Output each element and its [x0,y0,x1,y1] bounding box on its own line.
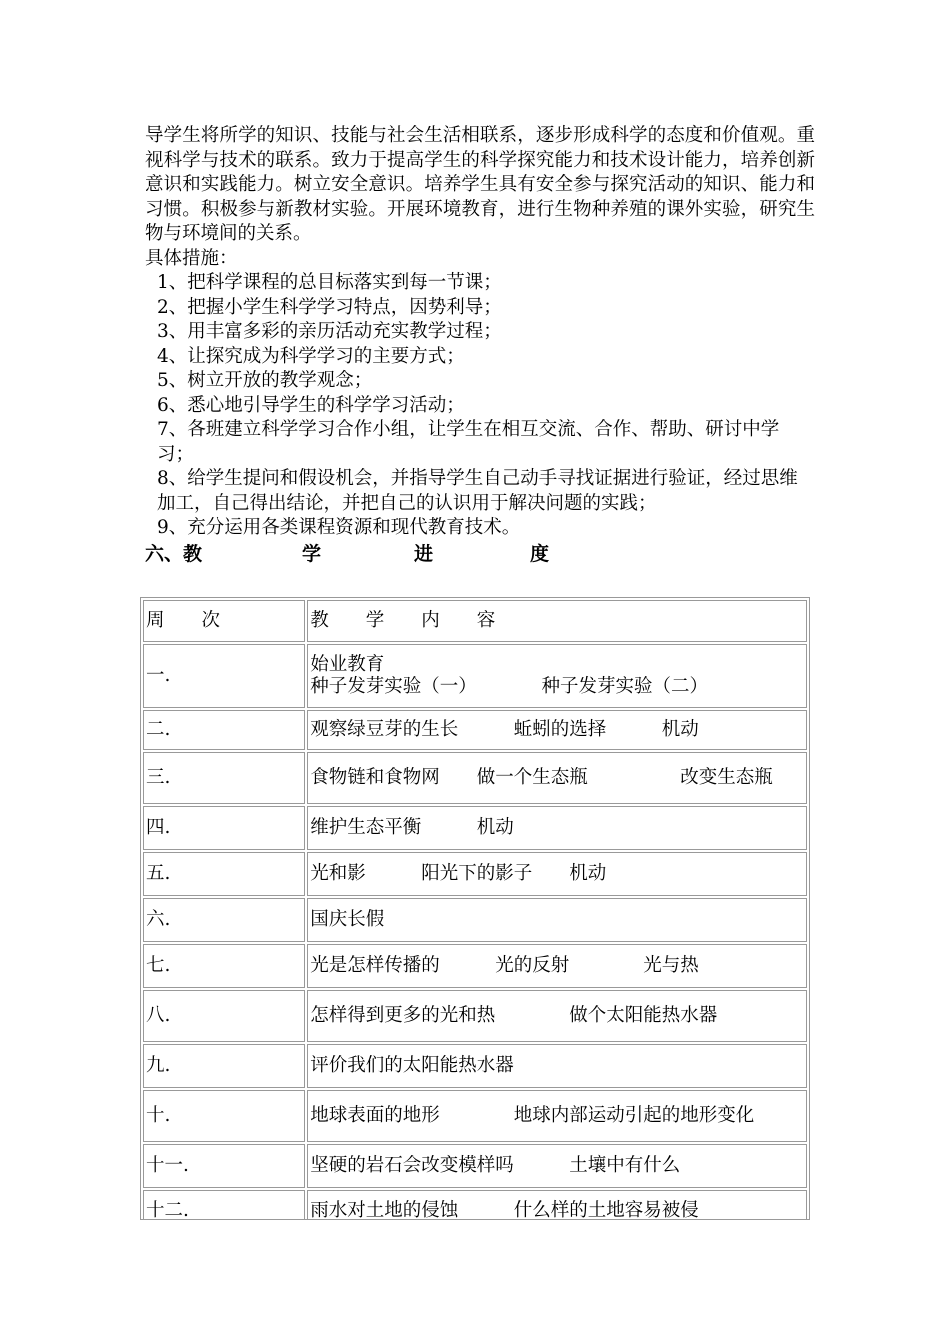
content-cell: 食物链和食物网 做一个生态瓶 改变生态瓶 [307,752,807,804]
document-body [145,124,815,567]
week-cell: 六. [143,898,305,942]
measure-item: 3、用丰富多彩的亲历活动充实教学过程； [157,321,502,342]
table-row [143,1190,807,1220]
measure-item: 8、给学生提问和假设机会，并指导学生自己动手寻找证据进行验证，经过思维加工，自己得出结论，并把自己的认识用于解决问题的实践； [157,468,798,514]
heading-part: 进 [414,542,434,565]
header-content: 教 学 内 容 [307,600,807,642]
measure-item: 4、让探究成为科学学习的主要方式； [157,345,465,367]
table-row [143,898,807,942]
week-cell: 十二. [143,1190,305,1220]
content-cell: 怎样得到更多的光和热 做个太阳能热水器 [307,990,807,1042]
table-row [143,852,807,896]
content-cell: 地球表面的地形 地球内部运动引起的地形变化 [307,1090,807,1142]
table-row [143,1090,807,1142]
week-cell: 四. [143,806,305,850]
week-cell: 十. [143,1090,305,1142]
week-cell: 九. [143,1044,305,1088]
week-cell: 三. [143,752,305,804]
content-cell: 始业教育 种子发芽实验（一） 种子发芽实验（二） [307,644,807,708]
header-week: 周 次 [143,600,305,642]
measure-item: 9、充分运用各类课程资源和现代教育技术。 [157,517,521,538]
week-cell: 七. [143,944,305,988]
week-cell: 五. [143,852,305,896]
content-cell: 雨水对土地的侵蚀 什么样的土地容易被侵 [307,1190,807,1220]
measure-item: 7、各班建立科学学习合作小组，让学生在相互交流、合作、帮助、研讨中学习； [157,419,780,465]
measures-title: 具体措施： [145,247,238,269]
content-cell: 光是怎样传播的 光的反射 光与热 [307,944,807,988]
week-cell: 八. [143,990,305,1042]
measure-item: 2、把握小学生科学学习特点，因势利导； [157,296,502,318]
section-heading [145,541,815,567]
schedule-table [140,597,810,1220]
week-cell: 二. [143,710,305,750]
content-cell: 国庆长假 [307,898,807,942]
table-row [143,752,807,804]
heading-part: 学 [302,542,322,565]
table-row [143,710,807,750]
table-row [143,806,807,850]
heading-part: 六、教 [145,542,203,565]
week-cell: 十一. [143,1144,305,1188]
table-row [143,944,807,988]
content-cell: 观察绿豆芽的生长 蚯蚓的选择 机动 [307,710,807,750]
week-cell: 一. [143,644,305,708]
table-row [143,1144,807,1188]
measure-item: 5、树立开放的教学观念； [157,370,373,391]
content-cell: 评价我们的太阳能热水器 [307,1044,807,1088]
table-row [143,990,807,1042]
table-row [143,644,807,708]
intro-paragraph: 导学生将所学的知识、技能与社会生活相联系，逐步形成科学的态度和价值观。重视科学与技术的联系。致力于提高学生的科学探究能力和技术设计能力，培养创新意识和实践能力。树立安全意识。培养学生具有安全参与探究活动的知识、能力和习惯。积极参与新教材实验。开展环境教育，进行生物种养殖的课外实验，研究生物与环境间的关系。 [145,125,815,244]
table-header-row [143,600,807,642]
measures-list [145,271,815,541]
measure-item: 6、悉心地引导学生的科学学习活动； [157,394,465,416]
content-cell: 坚硬的岩石会改变模样吗 土壤中有什么 [307,1144,807,1188]
measure-item: 1、把科学课程的总目标落实到每一节课； [157,272,502,293]
table-row [143,1044,807,1088]
heading-part: 度 [530,542,550,565]
content-cell: 光和影 阳光下的影子 机动 [307,852,807,896]
content-cell: 维护生态平衡 机动 [307,806,807,850]
